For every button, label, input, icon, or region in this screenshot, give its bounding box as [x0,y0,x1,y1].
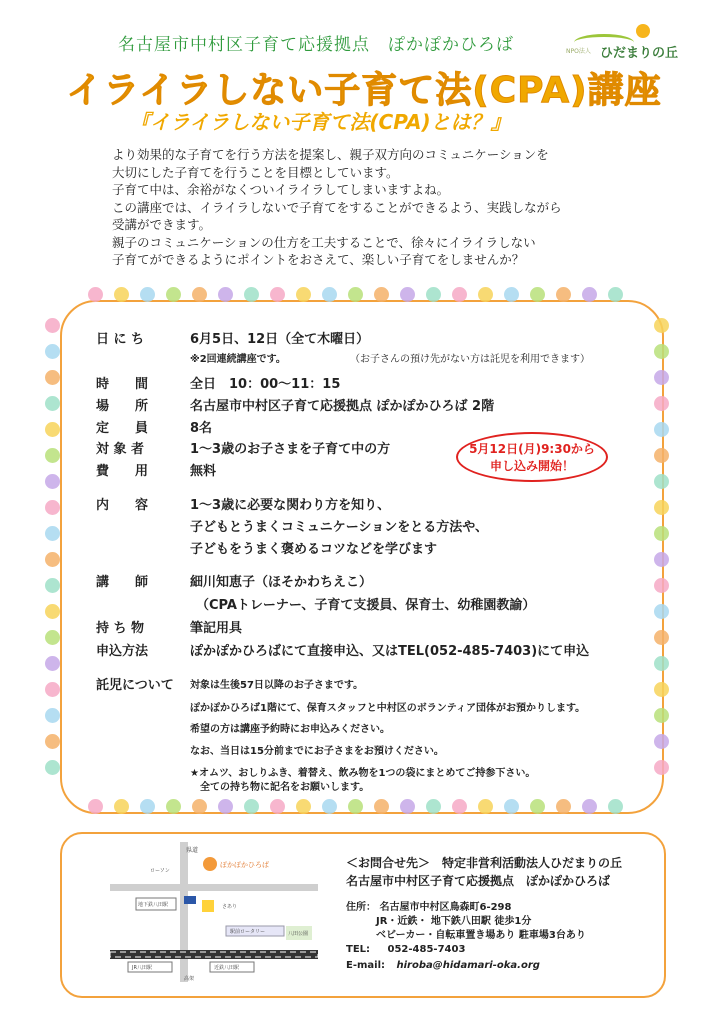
map-rotary: 駅前ロータリー [230,929,266,935]
childcare-line: ★オムツ、おしりふき、着替え、飲み物を1つの袋にまとめてご持参下さい。 [190,768,536,779]
decorative-dot [478,287,493,302]
decorative-dot [348,799,363,814]
decorative-dot [654,448,669,463]
address-value: 名古屋市中村区鳥森町6-298 [379,902,512,913]
decorative-dot [270,799,285,814]
tel-row [346,944,465,955]
address-label: 住所： [346,902,376,913]
address-row [346,898,511,913]
target-value: 1～3歳のお子さまを子育て中の方 [190,442,391,457]
decorative-dot [45,604,60,619]
decorative-dot [45,318,60,333]
access-line: ベビーカー・自転車置き場あり 駐車場3台あり [376,930,586,941]
decorative-dot [45,526,60,541]
email-link[interactable]: hiroba@hidamari-oka.org [396,960,540,971]
decorative-dot [654,370,669,385]
decorative-dot [654,578,669,593]
decorative-dot [654,318,669,333]
decorative-dot [218,287,233,302]
decorative-dot [654,422,669,437]
map-kintetsu: 近鉄八田駅 [214,965,240,971]
application-start-callout [456,432,608,482]
decorative-dot [530,799,545,814]
bring-label: 持 ち 物 [96,621,145,636]
apply-label: 申込方法 [96,644,149,659]
decorative-dot [654,604,669,619]
decorative-dot [244,799,259,814]
decorative-dot [426,799,441,814]
decorative-dot [530,287,545,302]
decorative-dot [654,760,669,775]
decorative-dot [45,734,60,749]
decorative-dot [45,344,60,359]
time-value: 全日 10：00～11：15 [190,377,341,392]
decorative-dot [322,287,337,302]
lecturer-note: （CPAトレーナー、子育て支援員、保育士、幼稚園教諭） [196,598,536,613]
intro-line: この講座では、イライラしないで子育てをすることができるよう、実践しながら [112,199,562,215]
decorative-dot [218,799,233,814]
decorative-dot [374,287,389,302]
decorative-dot [608,799,623,814]
decorative-dot [654,552,669,567]
map-station-sub: 地下鉄八田駅 [138,902,169,908]
hidamari-logo [560,22,700,66]
fee-value: 無料 [190,464,217,479]
intro-line: 受講ができます。 [112,217,212,232]
decorative-dot [192,287,207,302]
decorative-dot [45,578,60,593]
details-frame [60,300,664,814]
decorative-dot [244,287,259,302]
decorative-dot [140,799,155,814]
decorative-dot [140,287,155,302]
bring-value: 筆記用具 [190,621,243,636]
childcare-line: なお、当日は15分前までにお子さまをお預けください。 [190,746,444,757]
decorative-dot [192,799,207,814]
decorative-dot [426,287,441,302]
decorative-dot [654,656,669,671]
decorative-dot [452,799,467,814]
decorative-dot [45,656,60,671]
childcare-label: 託児について [96,678,174,693]
capacity-value: 8名 [190,421,213,436]
content-line: 1～3歳に必要な関わり方を知り、 [190,498,391,513]
date-value: 6月5日、12日（全て木曜日） [190,332,370,347]
tel-label: TEL: [346,944,371,955]
decorative-dot [504,287,519,302]
sub-title: 『イライラしない子育て法(CPA)とは？』 [130,110,511,134]
decorative-dot [45,708,60,723]
decorative-dot [478,799,493,814]
decorative-dot [582,287,597,302]
main-title: イライラしない子育て法(CPA)講座 [66,70,662,111]
tel-value: 052-485-7403 [387,944,466,955]
intro-line: 親子のコミュニケーションの仕方を工夫することで、徐々にイライラしない [112,234,536,250]
decorative-dot [270,287,285,302]
content-label: 内 容 [96,498,149,513]
decorative-dot [114,799,129,814]
decorative-dot [45,552,60,567]
decorative-dot [654,708,669,723]
decorative-dot [556,287,571,302]
content-line: 子どもをうまく褒めるコツなどを学びます [190,542,438,557]
decorative-dot [654,500,669,515]
decorative-dot [374,799,389,814]
callout-line: 5月12日(月)9:30から [469,442,595,456]
callout-line: 申し込み開始！ [489,459,574,473]
decorative-dot [88,287,103,302]
childcare-line: ぽかぽかひろば1階にて、保育スタッフと中村区のボランティア団体がお預かりします。 [190,703,586,714]
decorative-dot [45,682,60,697]
decorative-dot [45,370,60,385]
decorative-dot [45,448,60,463]
map-jr: JR八田駅 [132,965,152,971]
decorative-dot [45,760,60,775]
access-line: JR・近鉄・ 地下鉄八田駅 徒歩1分 [376,916,532,927]
lecturer-value: 細川知恵子（ほそかわちえこ） [190,575,373,590]
decorative-dot [654,344,669,359]
decorative-dot [452,287,467,302]
decorative-dot [654,734,669,749]
intro-line: 大切にした子育てを行うことを目標としています。 [112,164,399,180]
decorative-dot [654,474,669,489]
intro-line: 子育て中は、余裕がなくついイライラしてしまいますよね。 [112,182,450,197]
map-nearby: ローソン [150,868,170,874]
childcare-line: 対象は生後57日以降のお子さまです。 [190,680,364,691]
contact-heading: ＜お問合せ先＞ 特定非営利活動法人ひだまりの丘 [346,856,623,870]
decorative-dot [45,630,60,645]
decorative-dot [114,287,129,302]
decorative-dot [400,799,415,814]
decorative-dot [348,287,363,302]
date-note: ※2回連続講座です。 [190,354,286,365]
decorative-dot [400,287,415,302]
decorative-dot [654,682,669,697]
decorative-dot [296,799,311,814]
apply-value: ぽかぽかひろばにて直接申込、又はTEL(052-485-7403)にて申込 [190,644,590,659]
map-park: 八田公園 [288,931,309,937]
content-line: 子どもとうまくコミュニケーションをとる方法や、 [190,520,488,535]
childcare-line: 全ての持ち物に記名をお願いします。 [190,782,370,793]
map-road-top: 県道 [186,847,199,854]
access-map [110,842,318,982]
lecturer-label: 講 師 [96,575,149,590]
decorative-dot [322,799,337,814]
map-road-bottom: 高架 [184,976,195,982]
decorative-dot [45,500,60,515]
map-nearby: さあり [222,904,238,910]
intro-line: 子育てができるようにポイントをおさえて、楽しい子育てをしませんか？ [112,252,525,267]
decorative-dot [45,422,60,437]
date-note-childcare: （お子さんの預け先がない方は託児を利用できます） [350,354,590,365]
decorative-dot [45,474,60,489]
decorative-dot [296,287,311,302]
email-row [346,960,540,971]
decorative-dot [556,799,571,814]
organization-line: 名古屋市中村区子育て応援拠点 ぽかぽかひろば [118,35,514,55]
contact-heading-place: 名古屋市中村区子育て応援拠点 ぽかぽかひろば [346,874,611,888]
intro-paragraph [112,146,632,269]
intro-line: より効果的な子育てを行う方法を提案し、親子双方向のコミュニケーションを [112,147,549,162]
date-label: 日 に ち [96,332,145,347]
logo-name: ひだまりの丘 [600,46,679,61]
place-value: 名古屋市中村区子育て応援拠点 ぽかぽかひろば 2階 [190,399,495,414]
decorative-dot [45,396,60,411]
logo-npo-label: NPO法人 [566,48,591,55]
fee-label: 費 用 [96,464,149,479]
decorative-dot [654,526,669,541]
decorative-dot [582,799,597,814]
time-label: 時 間 [96,377,149,392]
map-place-label: ぽかぽかひろば [220,861,269,869]
decorative-dot [654,396,669,411]
decorative-dot [166,799,181,814]
decorative-dot [88,799,103,814]
decorative-dot [608,287,623,302]
decorative-dot [166,287,181,302]
childcare-line: 希望の方は講座予約時にお申込みください。 [190,724,390,735]
decorative-dot [504,799,519,814]
email-label: E-mail: [346,960,386,971]
decorative-dot [654,630,669,645]
target-label: 対 象 者 [96,442,145,457]
capacity-label: 定 員 [96,421,149,436]
sun-icon [636,24,650,38]
place-label: 場 所 [96,399,149,414]
